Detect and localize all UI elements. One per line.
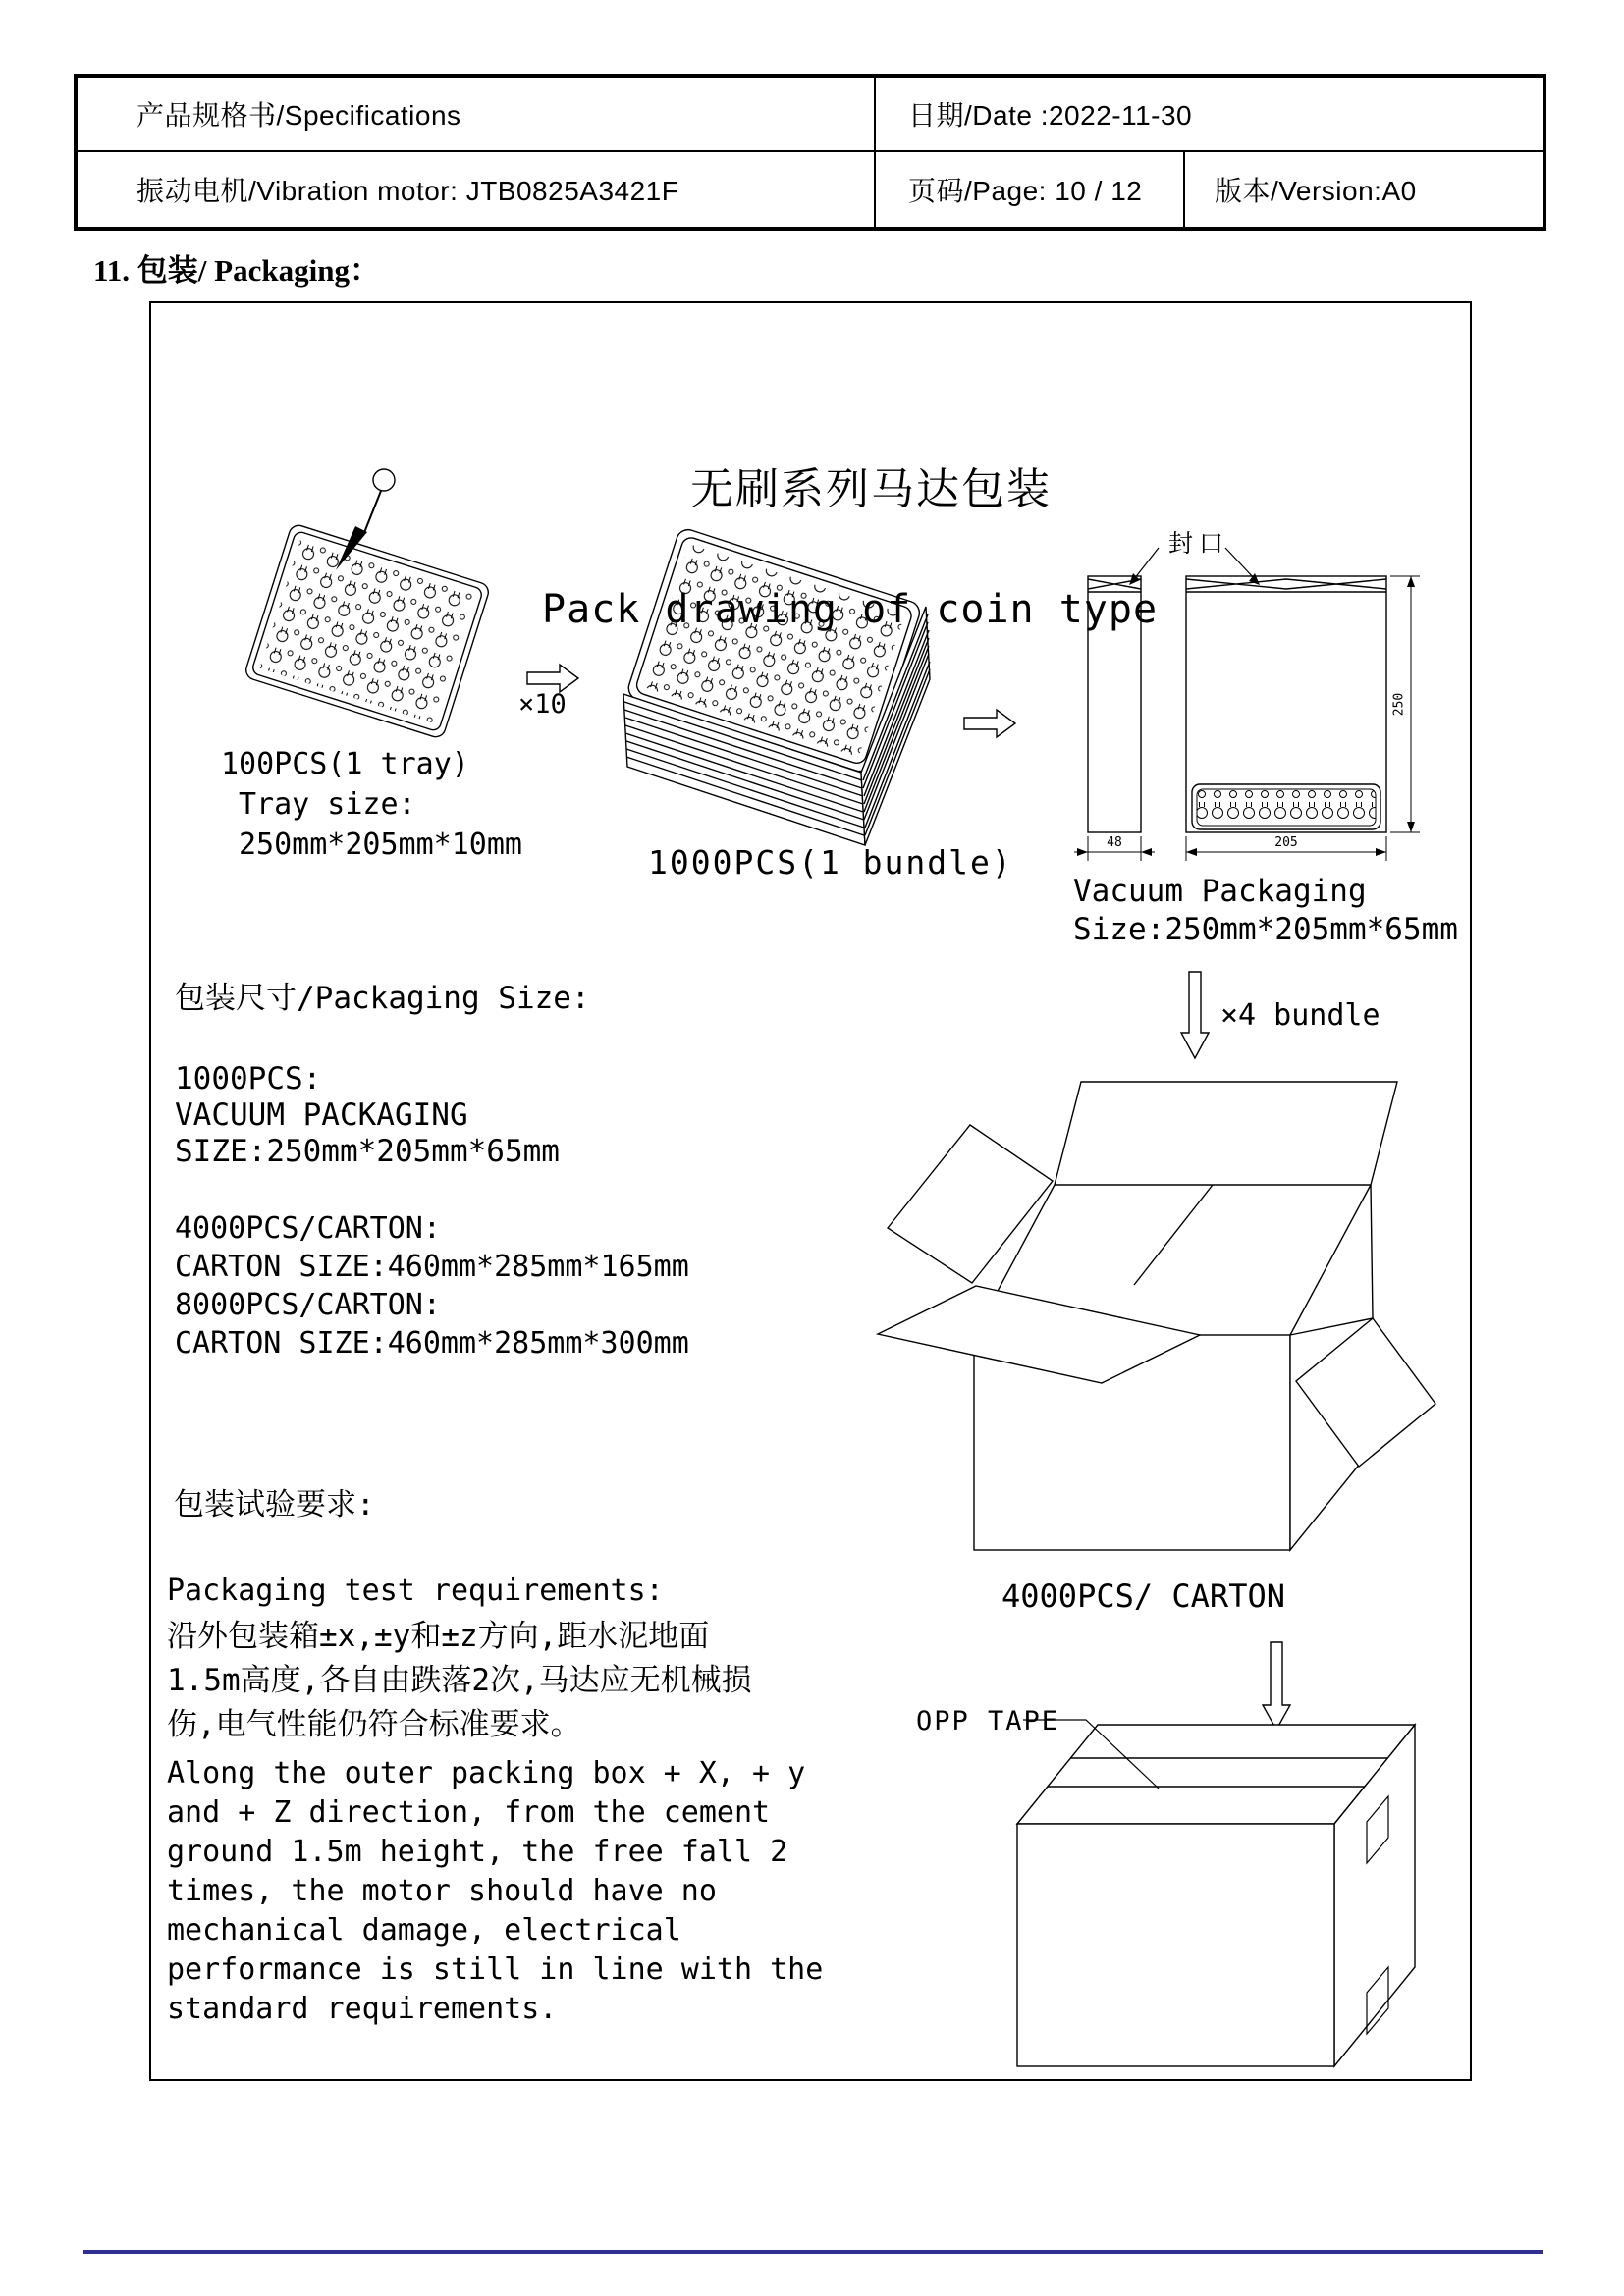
test-cn-line: 沿外包装箱±x,±y和±z方向,距水泥地面 [167,1619,710,1654]
header-row-2 [78,152,1543,227]
test-en-line: standard requirements. [167,1992,558,2026]
bundle-label: 1000PCS(1 bundle) [648,843,1013,881]
motor-model-cell [78,152,876,227]
test-en-line: Along the outer packing box + X, + y [167,1756,806,1790]
carton-line: CARTON SIZE:460mm*285mm*165mm [175,1250,689,1284]
test-en-line: mechanical damage, electrical [167,1913,681,1948]
test-heading-cn: 包装试验要求: [174,1487,375,1522]
multiplier-x4-bundle: ×4 bundle [1220,998,1380,1033]
version-value: 版本/Version:A0 [1215,176,1417,206]
footer-divider [83,2250,1543,2254]
figure-title-cn: 无刷系列马达包装 [690,464,1052,514]
version-cell [1185,152,1543,227]
multiplier-x10: ×10 [518,689,567,720]
tray-size-value: 250mm*205mm*10mm [239,828,522,862]
carton-size-list [175,1212,689,1365]
size-line: VACUUM PACKAGING [175,1097,468,1133]
dim-205: 205 [1274,835,1298,850]
page-number-cell [876,152,1185,227]
carton-count-label: 4000PCS/ CARTON [1001,1577,1285,1615]
section-title: 11. 包装/ Packaging： [93,253,380,288]
test-heading-en: Packaging test requirements: [167,1574,664,1608]
opp-tape-label: OPP TAPE [916,1706,1060,1736]
figure-title-en: Pack drawing of coin type [542,587,1159,632]
date-cell [876,78,1543,150]
test-en-line: performance is still in line with the [167,1952,824,1987]
packaging-size-list [175,1062,560,1171]
spec-title: 产品规格书/Specifications [136,100,461,131]
carton-line: 4000PCS/CARTON: [175,1211,441,1246]
size-line: 1000PCS: [175,1061,322,1096]
size-line: SIZE:250mm*205mm*65mm [175,1134,560,1169]
header-table [74,74,1546,231]
carton-line: 8000PCS/CARTON: [175,1288,441,1322]
header-row-1 [78,78,1543,152]
test-cn-line: 1.5m高度,各自由跌落2次,马达应无机械损 [167,1663,752,1698]
vacuum-title: Vacuum Packaging [1073,874,1367,909]
page-number: 页码/Page: 10 / 12 [908,176,1143,206]
dim-250: 250 [1391,692,1407,717]
tray-label: 100PCS(1 tray) [221,747,469,781]
seal-label: 封口 [1168,529,1230,558]
dim-48: 48 [1107,835,1122,850]
test-requirements-block [167,1575,823,2032]
date-value: 日期/Date :2022-11-30 [908,100,1193,131]
test-en-line: ground 1.5m height, the free fall 2 [167,1835,788,1869]
carton-line: CARTON SIZE:460mm*285mm*300mm [175,1326,689,1361]
spec-title-cell [78,78,876,150]
tray-size-label: Tray size: [239,787,416,822]
test-en-line: and + Z direction, from the cement [167,1795,771,1830]
test-en-line: times, the motor should have no [167,1874,717,1908]
test-cn-line: 伤,电气性能仍符合标准要求。 [167,1707,581,1742]
packaging-size-heading: 包装尺寸/Packaging Size: [175,981,590,1016]
vacuum-size: Size:250mm*205mm*65mm [1073,912,1458,947]
motor-model: 振动电机/Vibration motor: JTB0825A3421F [136,176,679,206]
